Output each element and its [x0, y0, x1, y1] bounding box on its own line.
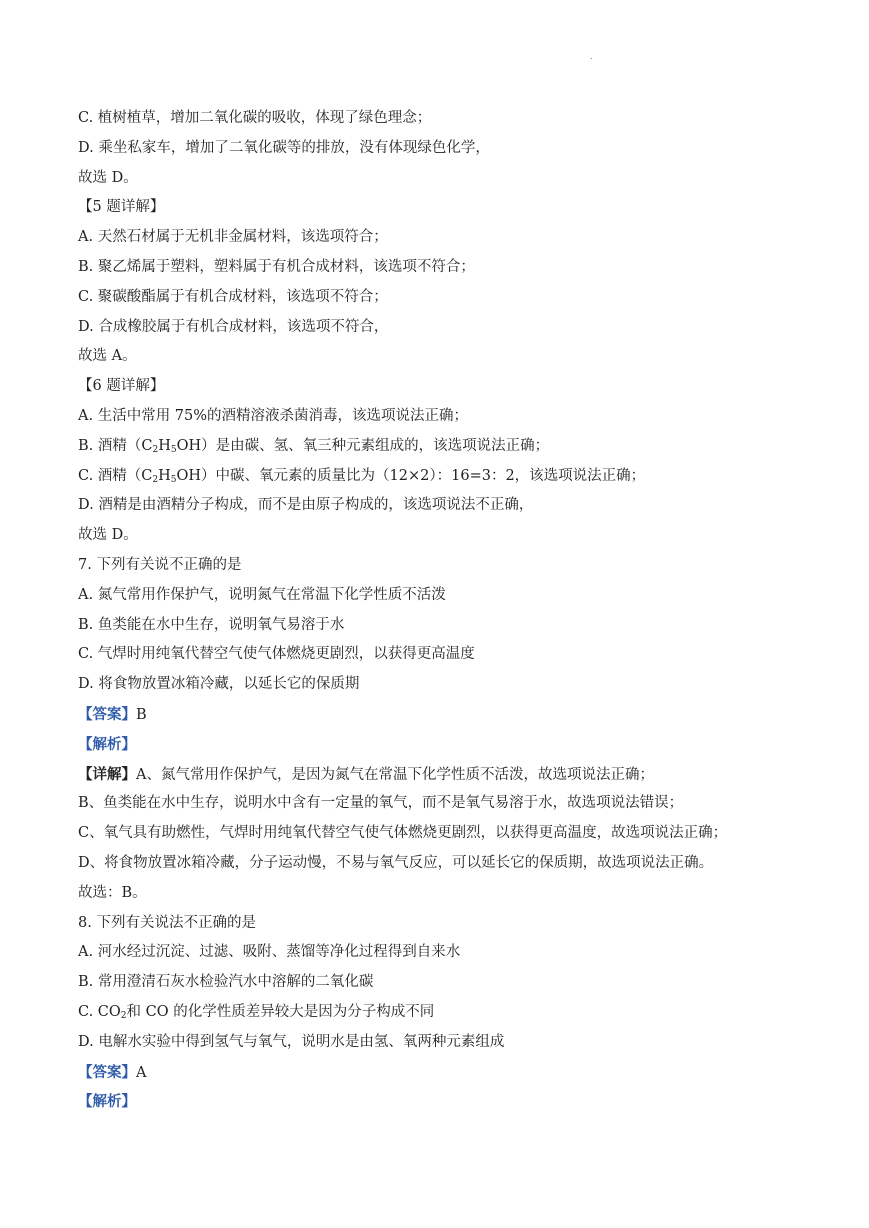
text-line: [78, 879, 798, 909]
text-span: C. 气焊时用纯氧代替空气使气体燃烧更剧烈，以获得更高温度: [78, 646, 475, 663]
text-span: D、将食物放置冰箱冷藏，分子运动慢，不易与氧气反应，可以延长它的保质期，故选项说法正确。: [78, 854, 714, 871]
text-span: A. 河水经过沉淀、过滤、吸附、蒸馏等净化过程得到自来水: [78, 944, 461, 961]
text-span: 故选 A。: [78, 348, 137, 365]
text-span: C. CO: [78, 1003, 121, 1020]
section-heading: [78, 193, 798, 223]
text-line: [78, 402, 798, 432]
text-span: H: [158, 437, 171, 454]
text-line: [78, 462, 798, 492]
text-span: 8. 下列有关说法不正确的是: [78, 914, 256, 931]
subscript: 2: [152, 444, 159, 455]
question-line: [78, 968, 798, 998]
blue-label: 【解析】: [78, 735, 136, 753]
question-line: [78, 551, 798, 581]
detail-label: 【详解】: [78, 765, 136, 783]
question-line: [78, 581, 798, 611]
question-line: [78, 938, 798, 968]
text-span: A、氮气常用作保护气，是因为氮气在常温下化学性质不活泼，故选项说法正确；: [136, 766, 654, 783]
question-line: [78, 670, 798, 700]
text-span: 7. 下列有关说不正确的是: [78, 556, 242, 573]
subscript: 5: [170, 444, 177, 455]
text-span: C. 酒精（C: [78, 467, 153, 484]
section-heading: [78, 372, 798, 402]
text-span: 【5 题详解】: [78, 199, 165, 216]
text-span: D. 乘坐私家车，增加了二氧化碳等的排放，没有体现绿色化学，: [78, 139, 490, 156]
text-span: C. 植树植草，增加二氧化碳的吸收，体现了绿色理念；: [78, 110, 432, 126]
text-line: [78, 491, 798, 521]
text-line: [78, 104, 798, 134]
text-line: [78, 253, 798, 283]
text-span: D. 电解水实验中得到氢气与氧气，说明水是由氢、氧两种元素组成: [78, 1033, 505, 1050]
text-span: 【6 题详解】: [78, 378, 165, 395]
text-span: 故选：B。: [78, 884, 147, 901]
text-span: B. 酒精（C: [78, 437, 153, 454]
blue-label: 【解析】: [78, 1093, 136, 1111]
answer-line: [78, 700, 798, 730]
subscript: 2: [120, 1010, 127, 1021]
text-span: A. 生活中常用 75%的酒精溶液杀菌消毒，该选项说法正确；: [78, 407, 469, 424]
text-span: 故选 D。: [78, 527, 138, 544]
analysis-heading: [78, 1087, 798, 1117]
blue-label: 【答案】: [78, 1063, 136, 1081]
text-span: B. 聚乙烯属于塑料，塑料属于有机合成材料，该选项不符合；: [78, 258, 475, 275]
text-span: H: [158, 467, 171, 484]
header-dot: .: [590, 52, 593, 61]
text-span: B、鱼类能在水中生存，说明水中含有一定量的氧气，而不是氧气易溶于水，故选项说法错误；: [78, 795, 684, 812]
blue-label: 【答案】: [78, 705, 136, 723]
text-span: C、氧气具有助燃性，气焊时用纯氧代替空气使气体燃烧更剧烈，以获得更高温度，故选项说法正确；: [78, 825, 728, 842]
text-span: C. 聚碳酸酯属于有机合成材料，该选项不符合；: [78, 288, 388, 305]
text-span: A: [136, 1064, 147, 1081]
text-line: [78, 134, 798, 164]
text-span: B. 常用澄清石灰水检验汽水中溶解的二氧化碳: [78, 974, 374, 991]
question-line: [78, 998, 798, 1028]
answer-line: [78, 1058, 798, 1088]
text-line: [78, 164, 798, 194]
text-span: D. 酒精是由酒精分子构成，而不是由原子构成的，该选项说法不正确，: [78, 497, 534, 514]
subscript: 5: [170, 474, 177, 485]
text-span: OH）是由碳、氢、氧三种元素组成的，该选项说法正确；: [176, 437, 550, 454]
text-span: OH）中碳、氧元素的质量比为（12×2）：16=3：2，该选项说法正确；: [176, 467, 646, 484]
text-span: A. 氮气常用作保护气，说明氮气在常温下化学性质不活泼: [78, 586, 446, 603]
text-span: D. 将食物放置冰箱冷藏，以延长它的保质期: [78, 676, 360, 693]
detail-line: [78, 760, 798, 790]
text-line: [78, 432, 798, 462]
question-line: [78, 640, 798, 670]
text-span: B: [136, 706, 147, 723]
analysis-heading: [78, 730, 798, 760]
text-line: [78, 521, 798, 551]
text-span: D. 合成橡胶属于有机合成材料，该选项不符合，: [78, 318, 389, 335]
text-line: [78, 819, 798, 849]
text-line: [78, 342, 798, 372]
document-body: [78, 104, 798, 1117]
text-span: A. 天然石材属于无机非金属材料，该选项符合；: [78, 229, 388, 246]
text-span: 故选 D。: [78, 169, 138, 186]
question-line: [78, 611, 798, 641]
question-line: [78, 909, 798, 939]
text-line: [78, 849, 798, 879]
text-line: [78, 223, 798, 253]
text-line: [78, 313, 798, 343]
text-line: [78, 283, 798, 313]
text-line: [78, 789, 798, 819]
subscript: 2: [152, 474, 159, 485]
question-line: [78, 1028, 798, 1058]
text-span: B. 鱼类能在水中生存，说明氧气易溶于水: [78, 616, 345, 633]
text-span: 和 CO 的化学性质差异较大是因为分子构成不同: [126, 1003, 435, 1020]
